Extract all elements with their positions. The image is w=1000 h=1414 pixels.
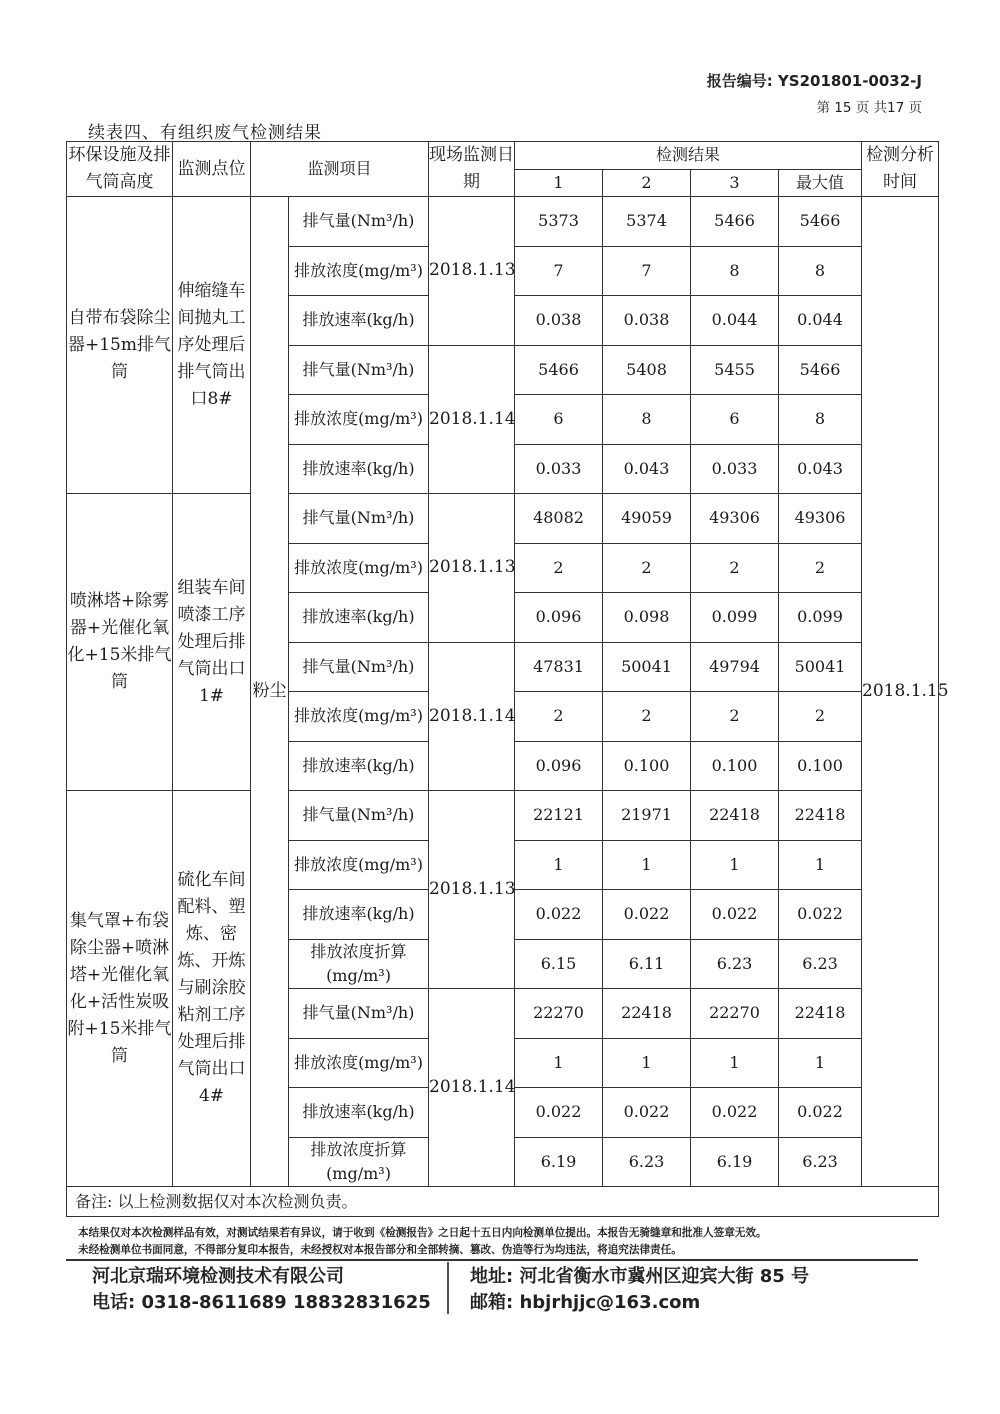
value-cell: 0.099 [691,593,779,643]
value-cell: 0.022 [779,1088,862,1138]
legal-line-2: 未经检测单位书面同意，不得部分复印本报告，未经授权对本报告部分和全部转摘、篡改、伪造等行为均违法，将追究法律责任。 [78,1244,682,1256]
value-cell: 5455 [691,345,779,395]
value-cell: 5466 [515,345,603,395]
value-cell: 6 [515,395,603,445]
item-cell: 排放速率(kg/h) [289,444,429,494]
value-cell: 8 [779,246,862,296]
header-result-rmax: 最大值 [779,169,862,197]
value-cell: 22418 [691,791,779,841]
value-cell: 1 [603,840,691,890]
results-table [66,141,949,1217]
item-cell: 排气量(Nm³/h) [289,642,429,692]
item-cell: 排放浓度(mg/m³) [289,692,429,742]
value-cell: 0.038 [515,296,603,346]
value-cell: 2 [515,692,603,742]
value-cell: 0.100 [779,741,862,791]
value-cell: 47831 [515,642,603,692]
header-item: 监测项目 [251,142,429,197]
value-cell: 1 [691,1038,779,1088]
facility-cell: 自带布袋除尘器+15m排气筒 [67,197,173,494]
value-cell: 1 [691,840,779,890]
analysis-time-cell: 2018.1.15 [862,197,939,1187]
value-cell: 22418 [603,989,691,1039]
value-cell: 2 [691,543,779,593]
table-row [67,494,939,544]
value-cell: 6.15 [515,939,603,989]
value-cell: 8 [779,395,862,445]
value-cell: 5466 [779,197,862,247]
value-cell: 7 [515,246,603,296]
header-result-r2: 2 [603,169,691,197]
value-cell: 5374 [603,197,691,247]
value-cell: 0.022 [515,890,603,940]
header-point: 监测点位 [173,142,251,197]
value-cell: 22270 [515,989,603,1039]
value-cell: 21971 [603,791,691,841]
date-cell: 2018.1.14 [429,642,515,791]
value-cell: 2 [779,692,862,742]
value-cell: 0.022 [779,890,862,940]
value-cell: 6.23 [691,939,779,989]
value-cell: 0.096 [515,593,603,643]
header-result-r1: 1 [515,169,603,197]
value-cell: 49306 [779,494,862,544]
item-cell: 排放速率(kg/h) [289,593,429,643]
footer-rule [66,1259,918,1261]
value-cell: 0.038 [603,296,691,346]
date-cell: 2018.1.14 [429,989,515,1187]
footer-divider [447,1262,449,1314]
value-cell: 50041 [779,642,862,692]
note-cell: 备注: 以上检测数据仅对本次检测负责。 [67,1187,939,1217]
pollutant-cell: 粉尘 [251,197,289,1187]
value-cell: 49794 [691,642,779,692]
value-cell: 22418 [779,989,862,1039]
value-cell: 2 [603,692,691,742]
item-cell: 排放速率(kg/h) [289,741,429,791]
item-cell: 排气量(Nm³/h) [289,989,429,1039]
point-cell: 伸缩缝车间抛丸工序处理后排气筒出口8# [173,197,251,494]
value-cell: 22270 [691,989,779,1039]
item-cell: 排气量(Nm³/h) [289,345,429,395]
value-cell: 0.022 [603,890,691,940]
value-cell: 0.044 [779,296,862,346]
item-cell: 排放速率(kg/h) [289,1088,429,1138]
value-cell: 49059 [603,494,691,544]
value-cell: 2 [779,543,862,593]
item-cell: 排放浓度(mg/m³) [289,1038,429,1088]
value-cell: 6.19 [515,1137,603,1187]
table-row [67,791,939,841]
value-cell: 0.043 [779,444,862,494]
item-cell: 排放浓度折算(mg/m³) [289,1137,429,1187]
value-cell: 22121 [515,791,603,841]
date-cell: 2018.1.13 [429,494,515,643]
facility-cell: 喷淋塔+除雾器+光催化氧化+15米排气筒 [67,494,173,791]
company-email: 邮箱: hbjrhjjc@163.com [470,1292,701,1313]
point-cell: 硫化车间配料、塑炼、密炼、开炼与刷涂胶粘剂工序处理后排气筒出口4# [173,791,251,1187]
value-cell: 6.23 [603,1137,691,1187]
header-date: 现场监测日期 [429,142,515,197]
item-cell: 排气量(Nm³/h) [289,494,429,544]
item-cell: 排气量(Nm³/h) [289,791,429,841]
value-cell: 0.022 [515,1088,603,1138]
item-cell: 排放浓度(mg/m³) [289,246,429,296]
value-cell: 1 [779,1038,862,1088]
value-cell: 2 [603,543,691,593]
item-cell: 排放浓度(mg/m³) [289,395,429,445]
value-cell: 0.033 [691,444,779,494]
value-cell: 5466 [691,197,779,247]
value-cell: 48082 [515,494,603,544]
facility-cell: 集气罩+布袋除尘器+喷淋塔+光催化氧化+活性炭吸附+15米排气筒 [67,791,173,1187]
item-cell: 排气量(Nm³/h) [289,197,429,247]
header-result-r3: 3 [691,169,779,197]
value-cell: 0.100 [691,741,779,791]
header-analysis: 检测分析时间 [862,142,939,197]
value-cell: 5466 [779,345,862,395]
value-cell: 6.11 [603,939,691,989]
date-cell: 2018.1.14 [429,345,515,494]
value-cell: 49306 [691,494,779,544]
item-cell: 排放速率(kg/h) [289,890,429,940]
company-address: 地址: 河北省衡水市冀州区迎宾大街 85 号 [470,1266,810,1287]
table-row [67,197,939,247]
value-cell: 0.099 [779,593,862,643]
value-cell: 6 [691,395,779,445]
value-cell: 0.098 [603,593,691,643]
header-facility: 环保设施及排气筒高度 [67,142,173,197]
report-number: 报告编号: YS201801-0032-J [706,72,922,90]
value-cell: 1 [515,1038,603,1088]
value-cell: 1 [779,840,862,890]
legal-notice [78,1225,918,1259]
item-cell: 排放浓度(mg/m³) [289,840,429,890]
value-cell: 1 [603,1038,691,1088]
date-cell: 2018.1.13 [429,197,515,346]
date-cell: 2018.1.13 [429,791,515,989]
table-title: 续表四、有组织废气检测结果 [88,123,322,143]
value-cell: 7 [603,246,691,296]
value-cell: 22418 [779,791,862,841]
value-cell: 0.033 [515,444,603,494]
value-cell: 2 [691,692,779,742]
value-cell: 0.044 [691,296,779,346]
header-result: 检测结果 [515,142,862,170]
value-cell: 50041 [603,642,691,692]
point-cell: 组装车间喷漆工序处理后排气筒出口1# [173,494,251,791]
value-cell: 5408 [603,345,691,395]
item-cell: 排放速率(kg/h) [289,296,429,346]
value-cell: 5373 [515,197,603,247]
company-name: 河北京瑞环境检测技术有限公司 [92,1266,344,1287]
value-cell: 2 [515,543,603,593]
company-phone: 电话: 0318-8611689 18832831625 [92,1292,431,1313]
value-cell: 0.022 [691,890,779,940]
legal-line-1: 本结果仅对本次检测样品有效，对测试结果若有异议，请于收到《检测报告》之日起十五日内向检测单位提出。本报告无骑缝章和批准人签章无效。 [78,1227,767,1239]
value-cell: 6.23 [779,1137,862,1187]
value-cell: 1 [515,840,603,890]
value-cell: 8 [691,246,779,296]
value-cell: 6.19 [691,1137,779,1187]
item-cell: 排放浓度(mg/m³) [289,543,429,593]
item-cell: 排放浓度折算(mg/m³) [289,939,429,989]
value-cell: 8 [603,395,691,445]
value-cell: 0.022 [691,1088,779,1138]
value-cell: 0.100 [603,741,691,791]
value-cell: 0.043 [603,444,691,494]
value-cell: 6.23 [779,939,862,989]
value-cell: 0.022 [603,1088,691,1138]
page-number: 第 15 页 共17 页 [816,100,922,116]
value-cell: 0.096 [515,741,603,791]
